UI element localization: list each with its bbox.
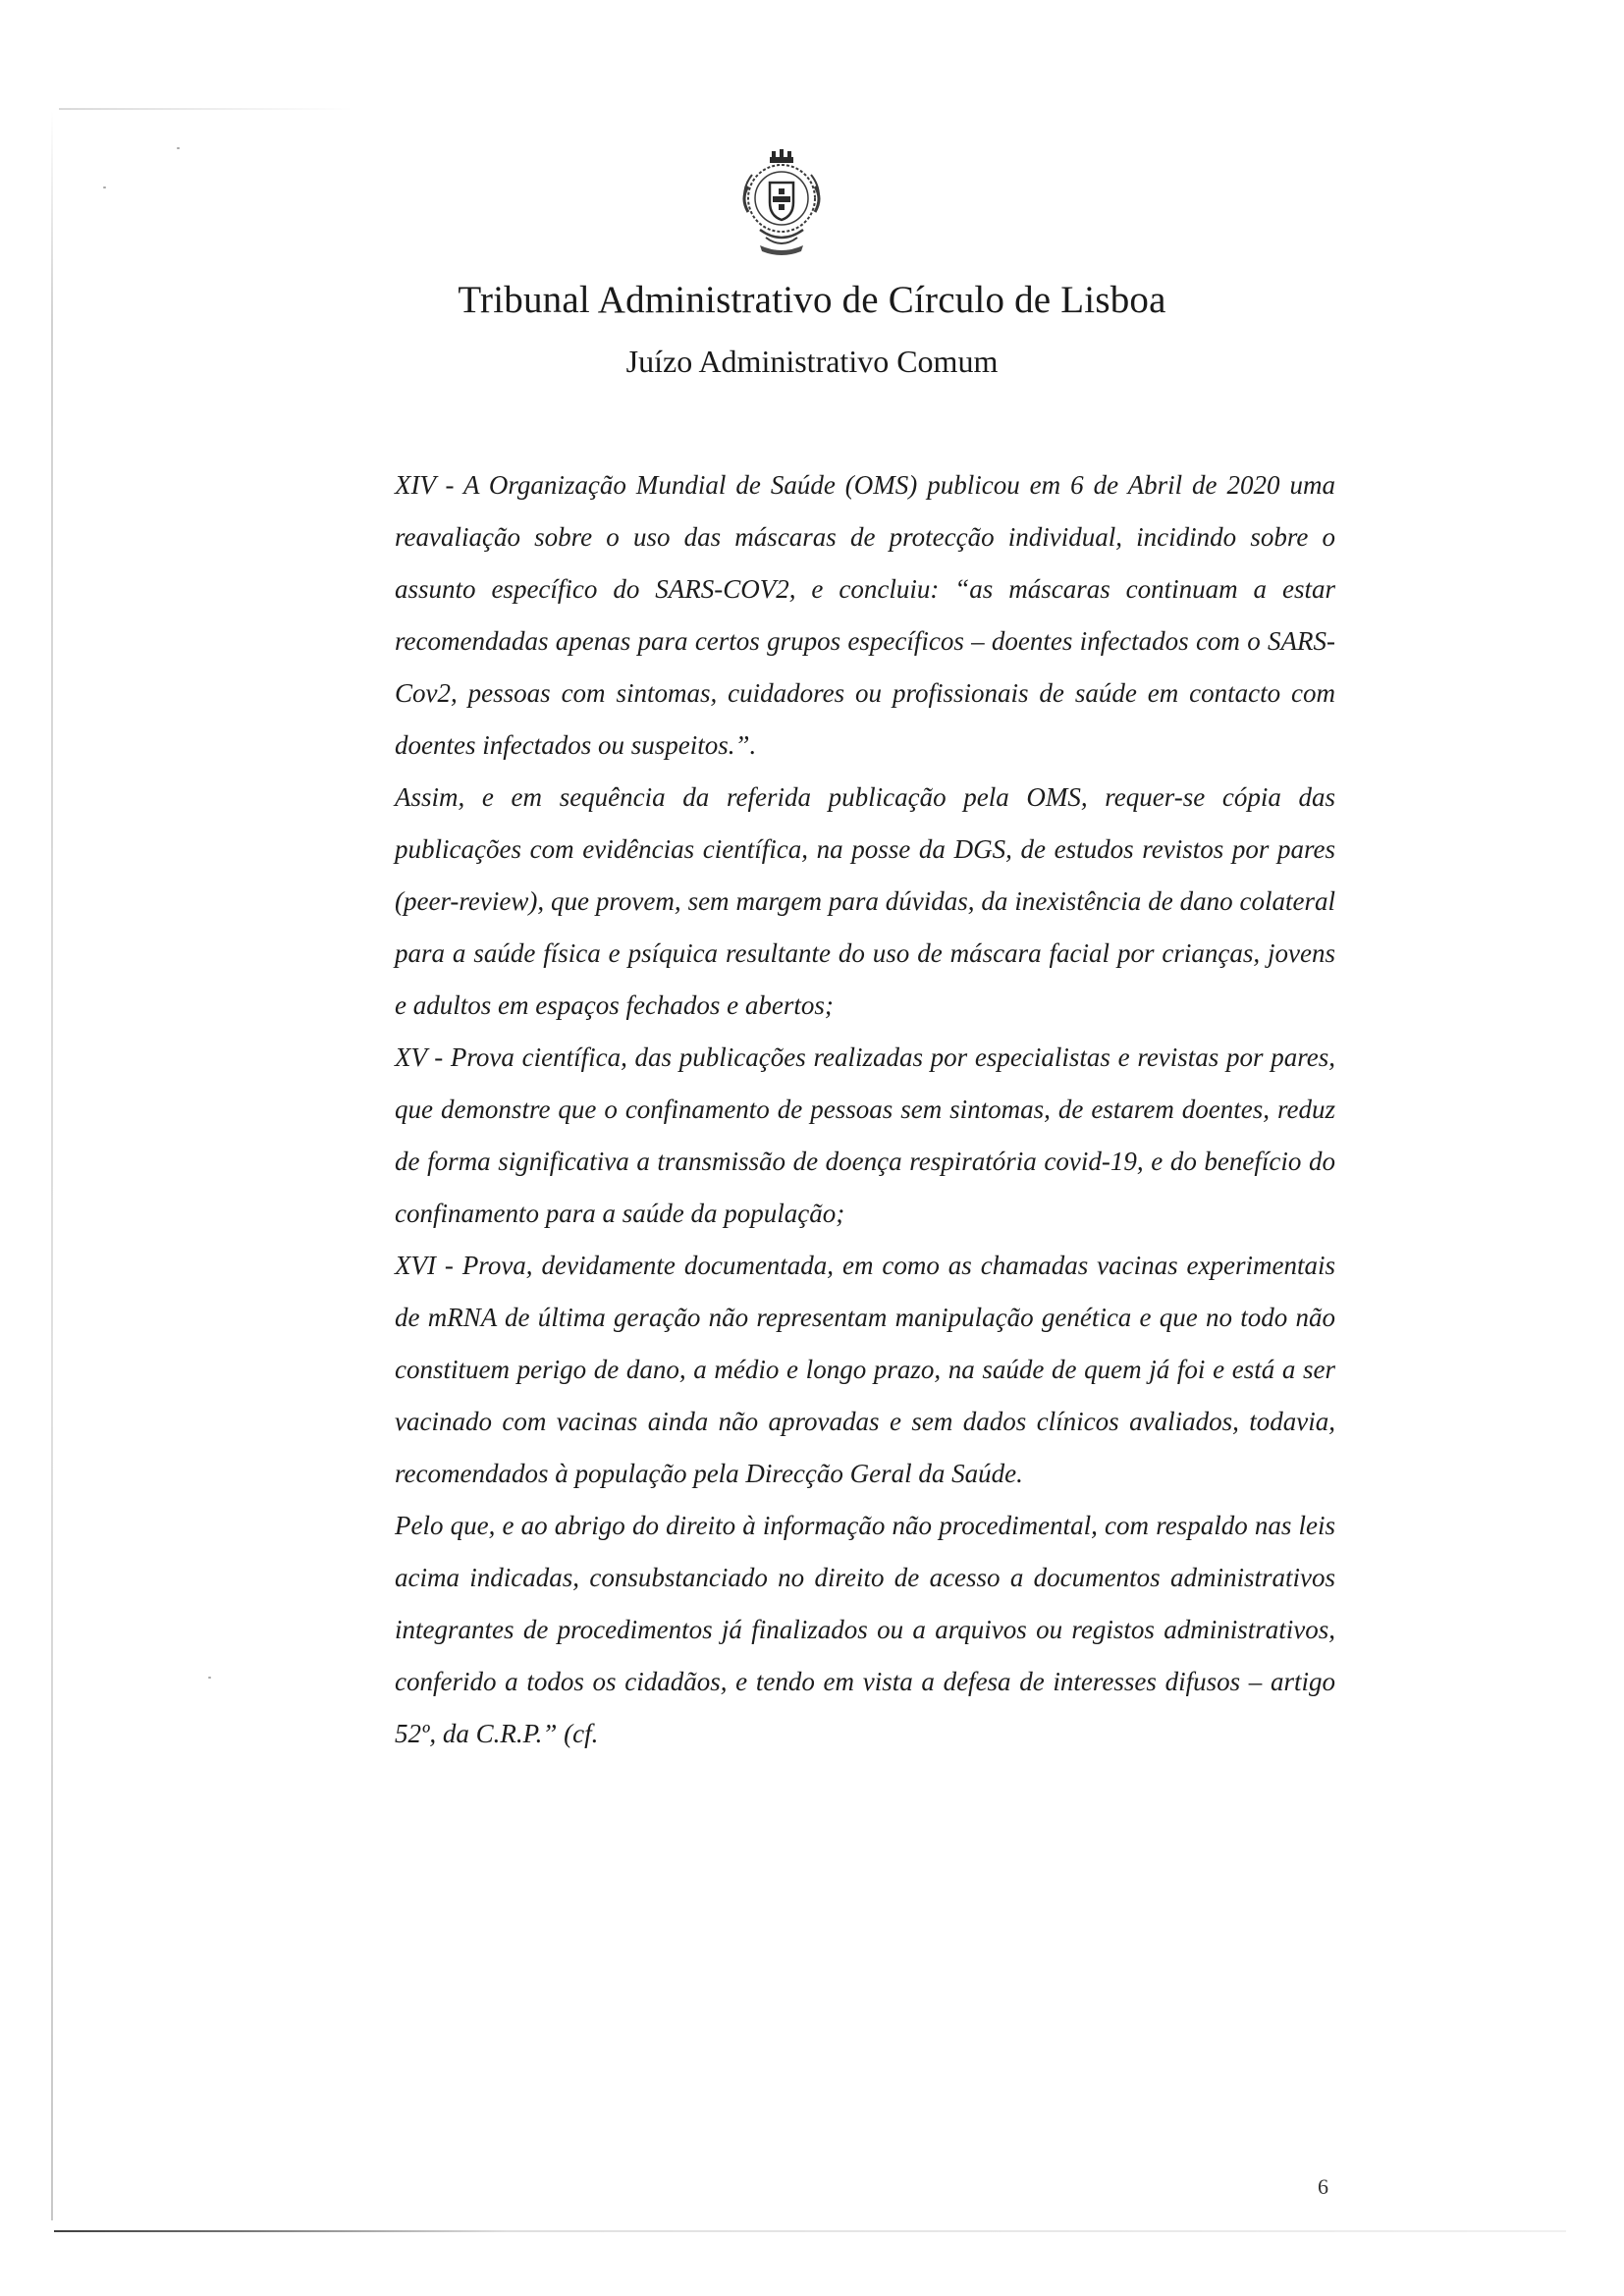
paragraph-xiv: XIV - A Organização Mundial de Saúde (OMS) publicou em 6 de Abril de 2020 uma reavaliação sobre o uso das máscaras de protecção individual, incidindo sobre o assunto específico do SARS-COV2, e concluiu: “as máscaras continuam a estar recomendadas apenas para certos grupos específicos – doentes infectados com o SARS-Cov2, pessoas com sintomas, cuidadores ou profissionais de saúde em contacto com doentes infectados ou suspeitos.”. bbox=[395, 470, 1335, 760]
scan-speck bbox=[103, 187, 106, 188]
paragraph-request: Assim, e em sequência da referida publicação pela OMS, requer-se cópia das publicações com evidências científica, na posse da DGS, de estudos revistos por pares (peer-review), que provem, sem margem para dúvidas, da inexistência de dano colateral para a saúde física e psíquica resultante do uso de máscara facial por crianças, jovens e adultos em espaços fechados e abertos; bbox=[395, 782, 1335, 1020]
scan-edge-top bbox=[59, 108, 353, 110]
paragraph-xv: XV - Prova científica, das publicações realizadas por especialistas e revistas por pares, que demonstre que o confinamento de pessoas sem sintomas, de estarem doentes, reduz de forma significativa a transmissão de doença respiratória covid-19, e do benefício do confinamento para a saúde da população; bbox=[395, 1042, 1335, 1228]
paragraph-xvi: XVI - Prova, devidamente documentada, em como as chamadas vacinas experimentais de mRNA de última geração não representam manipulação genética e que no todo não constituem perigo de dano, a médio e longo prazo, na saúde de quem já foi e está a ser vacinado com vacinas ainda não aprovadas e sem dados clínicos avaliados, todavia, recomendados à população pela Direcção Geral da Saúde. bbox=[395, 1251, 1335, 1488]
scan-speck bbox=[177, 147, 180, 149]
court-name: Tribunal Administrativo de Círculo de Lisboa bbox=[458, 279, 1166, 321]
paragraph-conclusion: Pelo que, e ao abrigo do direito à informação não procedimental, com respaldo nas leis acima indicadas, consubstanciado no direito de acesso a documentos administrativos integrantes de procedimentos já finalizados ou a arquivos ou registos administrativos, conferido a todos os cidadãos, e tendo em vista a defesa de interesses difusos – artigo 52º, da C.R.P.” (cf. bbox=[395, 1511, 1335, 1748]
portuguese-coat-of-arms-icon bbox=[731, 147, 833, 257]
scan-edge-left bbox=[51, 110, 53, 2220]
scan-edge-bottom bbox=[54, 2230, 1566, 2232]
page-number: 6 bbox=[1318, 2174, 1328, 2199]
document-body bbox=[395, 459, 1335, 1760]
court-division: Juízo Administrativo Comum bbox=[625, 344, 999, 379]
scan-speck bbox=[208, 1677, 211, 1679]
